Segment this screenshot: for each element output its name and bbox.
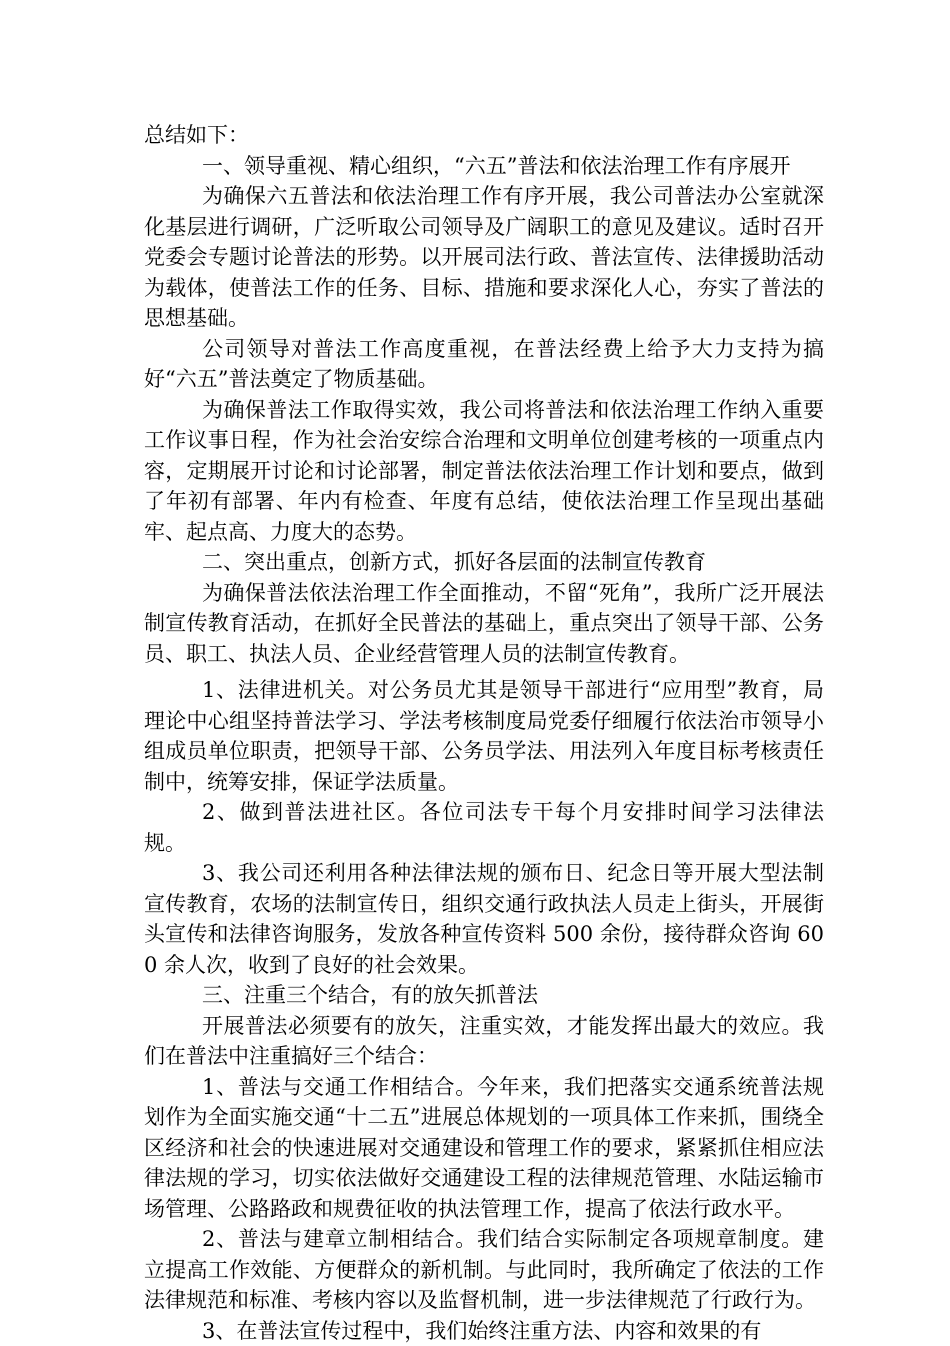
list-item: 1、普法与交通工作相结合。今年来，我们把落实交通系统普法规划作为全面实施交通“十二五”进展总体规划的一项具体工作来抓，围绕全区经济和社会的快速进展对交通建设和管理工作的要求，紧紧抓住相应法律法规的学习，切实依法做好交通建设工程的法律规范管理、水陆运输市场管理、公路路政和规费征收的执法管理工作，提高了依法行政水平。 (144, 1072, 824, 1225)
section-heading-1: 一、领导重视、精心组织，“六五”普法和依法治理工作有序展开 (144, 151, 824, 182)
body-paragraph: 为确保普法工作取得实效，我公司将普法和依法治理工作纳入重要工作议事日程，作为社会治安综合治理和文明单位创建考核的一项重点内容，定期展开讨论和讨论部署，制定普法依法治理工作计划和要点，做到了年初有部署、年内有检查、年度有总结，使依法治理工作呈现出基础牢、起点高、力度大的态势。 (144, 395, 824, 548)
body-paragraph: 开展普法必须要有的放矢，注重实效，才能发挥出最大的效应。我们在普法中注重搞好三个结合： (144, 1011, 824, 1072)
document-page (144, 120, 824, 1346)
section-heading-3: 三、注重三个结合，有的放矢抓普法 (144, 980, 824, 1011)
list-item: 2、普法与建章立制相结合。我们结合实际制定各项规章制度。建立提高工作效能、方便群众的新机制。与此同时，我所确定了依法的工作法律规范和标准、考核内容以及监督机制，进一步法律规范了行政行为。 (144, 1224, 824, 1316)
body-paragraph: 公司领导对普法工作高度重视，在普法经费上给予大力支持为搞好“六五”普法奠定了物质基础。 (144, 334, 824, 395)
intro-line: 总结如下： (144, 120, 824, 151)
list-item: 3、在普法宣传过程中，我们始终注重方法、内容和效果的有 (144, 1316, 824, 1346)
body-paragraph: 为确保六五普法和依法治理工作有序开展，我公司普法办公室就深化基层进行调研，广泛听取公司领导及广阔职工的意见及建议。适时召开党委会专题讨论普法的形势。以开展司法行政、普法宣传、法律援助活动为载体，使普法工作的任务、目标、措施和要求深化人心，夯实了普法的思想基础。 (144, 181, 824, 334)
list-item: 3、我公司还利用各种法律法规的颁布日、纪念日等开展大型法制宣传教育，农场的法制宣传日，组织交通行政执法人员走上街头，开展街头宣传和法律咨询服务，发放各种宣传资料 500 余份，接待群众咨询 600 余人次，收到了良好的社会效果。 (144, 858, 824, 980)
body-paragraph: 为确保普法依法治理工作全面推动，不留“死角”，我所广泛开展法制宣传教育活动，在抓好全民普法的基础上，重点突出了领导干部、公务员、职工、执法人员、企业经营管理人员的法制宣传教育。 (144, 578, 824, 670)
list-item: 1、法律进机关。对公务员尤其是领导干部进行“应用型”教育，局理论中心组坚持普法学习、学法考核制度局党委仔细履行依法治市领导小组成员单位职责，把领导干部、公务员学法、用法列入年度目标考核责任制中，统筹安排，保证学法质量。 (144, 675, 824, 797)
list-item: 2、做到普法进社区。各位司法专干每个月安排时间学习法律法规。 (144, 797, 824, 858)
section-heading-2: 二、突出重点，创新方式，抓好各层面的法制宣传教育 (144, 547, 824, 578)
